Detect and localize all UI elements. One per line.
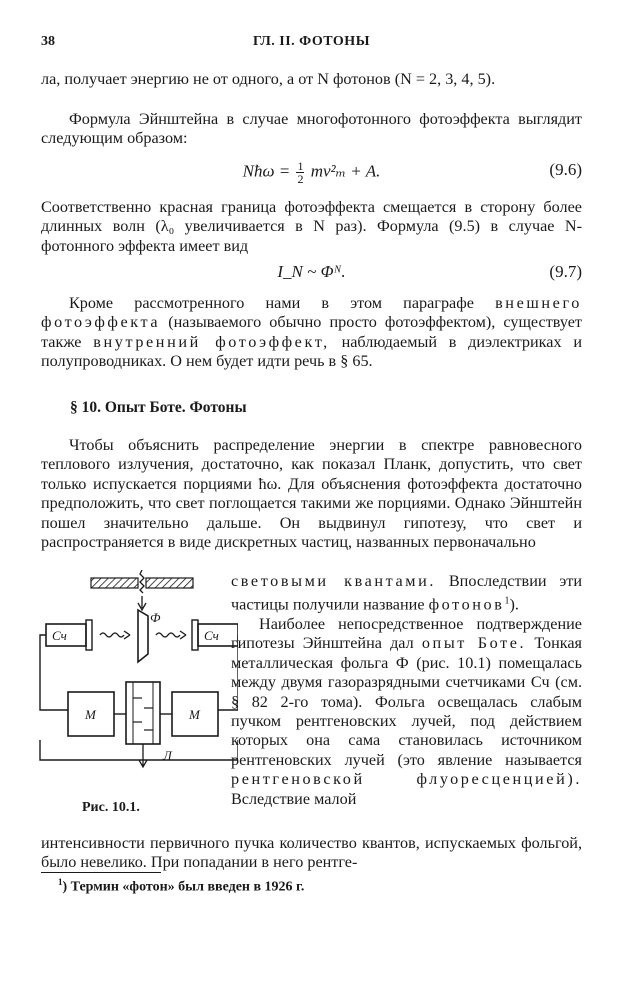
text-block-7 xyxy=(231,615,582,809)
formula-9-6 xyxy=(41,156,582,184)
spaced-term: фотонов xyxy=(428,595,505,614)
fraction-numerator: 1 xyxy=(297,159,304,173)
mechanism-left-label: М xyxy=(85,707,96,722)
foil-shape xyxy=(138,610,148,662)
equation-number: (9.6) xyxy=(549,160,582,179)
page-number: 38 xyxy=(41,34,55,49)
text-block-2: Формула Эйнштейна в случае многофотонного фотоэффекта выглядит следующим образом: xyxy=(41,110,582,148)
figure-bothe-experiment xyxy=(38,570,238,790)
spaced-term: рентгеновской флуоресценцией). xyxy=(231,770,582,789)
radiation-right xyxy=(156,631,186,639)
paragraph-multiphoton xyxy=(41,110,582,149)
formula-lhs: Nħω = xyxy=(242,161,291,181)
text-run: Впоследствии эти частицы получили название xyxy=(231,572,583,614)
foil-label: Ф xyxy=(150,610,161,625)
wires-bottom xyxy=(40,740,238,760)
paragraph-planck xyxy=(41,436,582,552)
formula-9-7 xyxy=(41,258,582,286)
text-run: Вследствие малой xyxy=(231,789,357,808)
spaced-term: внутренний фотоэффект, xyxy=(93,332,330,351)
formula-expression: I_N ~ Φᴺ. xyxy=(277,262,346,281)
paragraph-continued xyxy=(41,70,582,89)
text-run: (называемого обычно просто фотоэффектом), существует также xyxy=(41,313,583,351)
text-block-4 xyxy=(41,294,582,372)
equation-number: (9.7) xyxy=(549,262,582,281)
text-block-1: ла, получает энергию не от одного, а от N фотонов (N = 2, 3, 4, 5). xyxy=(41,70,496,88)
paragraph-photons xyxy=(231,572,582,615)
xray-slit xyxy=(91,570,193,610)
text-block-3: Соответственно красная граница фотоэффекта смещается в сторону более длинных волн (λ₀ увеличивается в N раз). Формула (9.5) в случае N-фотонного эффекта имеет вид xyxy=(41,198,582,255)
mechanism-right-label: М xyxy=(189,707,200,722)
paragraph-red-boundary xyxy=(41,198,582,256)
fraction-denominator: 2 xyxy=(297,172,304,186)
formula-fraction xyxy=(296,160,304,185)
spaced-term: внешнего фотоэффекта xyxy=(41,294,582,332)
formula-expression xyxy=(41,160,582,185)
counter-left-label: Сч xyxy=(52,628,67,643)
paragraph-internal-effect xyxy=(41,294,582,372)
footnote-ref: 1 xyxy=(504,595,510,607)
figure-caption: Рис. 10.1. xyxy=(82,800,140,815)
formula-rhs: mv²ₘ + A. xyxy=(310,161,381,181)
text-run: наблюдаемый в диэлектриках и полупроводниках. О нем будет идти речь в § 65. xyxy=(41,332,582,371)
tape-label: Л xyxy=(163,748,172,763)
text-block-8: интенсивности первичного пучка количество квантов, испускаемых фольгой, было невелико. При попадании в него рентге- xyxy=(41,834,582,872)
text-run: ). xyxy=(509,595,519,614)
footnote-mark: 1 xyxy=(58,877,63,887)
text-block-6 xyxy=(231,572,582,615)
spaced-term: световыми квантами. xyxy=(231,572,437,590)
spaced-term: опыт Боте. xyxy=(421,634,527,653)
text-block-5: Чтобы объяснить распределение энергии в спектре равновесного теплового излучения, достаточно, как показал Планк, допустить, что свет только испускается порциями ħω. Для объяснения фотоэффекта достаточно предположить, что свет поглощается такими же порциями. Однако Эйнштейн пошел значительно дальше. Он выдвинул гипотезу, что свет и распространяется в виде дискретных частиц, названных первоначально xyxy=(41,436,582,552)
counter-right-window xyxy=(192,620,198,650)
text-run: Наиболее непосредственное подтверждение гипотезы Эйнштейна дал xyxy=(231,615,582,653)
counter-left-window xyxy=(86,620,92,650)
footnote xyxy=(58,877,304,896)
radiation-left xyxy=(100,631,130,639)
counter-right-label: Сч xyxy=(204,628,219,643)
paragraph-continuation xyxy=(41,834,582,873)
text-run: Кроме рассмотренного нами в этом параграфе xyxy=(69,294,474,312)
footnote-rule xyxy=(41,872,161,873)
page-header xyxy=(41,34,582,54)
text-run: Тонкая металлическая фольга Ф (рис. 10.1) помещалась между двумя газоразрядными счетчиками Сч (см. § 82 2-го тома). Фольга освещалась слабым пучком рентгеновских лучей, под действием которых она сама становилась источником рентгеновских лучей (это явление называется xyxy=(231,634,583,769)
paragraph-bothe xyxy=(231,615,582,809)
footnote-text: ) Термин «фотон» был введен в 1926 г. xyxy=(62,879,305,895)
running-head: ГЛ. II. ФОТОНЫ xyxy=(253,34,370,49)
section-title: § 10. Опыт Боте. Фотоны xyxy=(70,399,247,416)
